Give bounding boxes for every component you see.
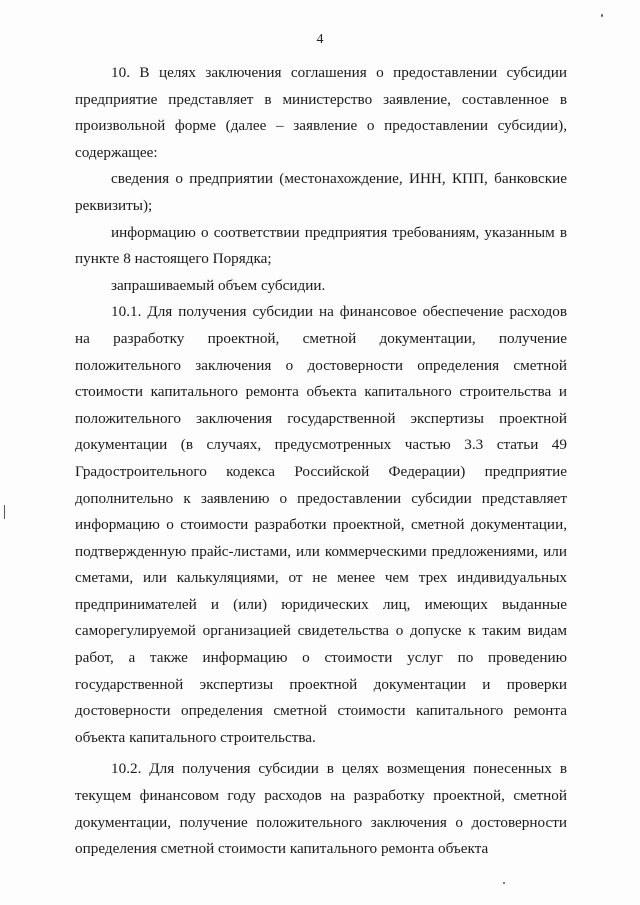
scan-speck (4, 505, 5, 519)
scan-speck (503, 882, 505, 884)
paragraph-requested-amount: запрашиваемый объем субсидии. (111, 276, 326, 294)
document-body (75, 60, 567, 863)
paragraph-10-2: 10.2. Для получения субсидии в целях возмещения понесенных в текущем финансовом году расходов на разработку проектной, сметной документации, получение положительного заключения о достоверности определения сметной стоимости капитального ремонта объекта (75, 760, 567, 858)
page-number: 4 (316, 32, 324, 47)
paragraph-requirements-info: информацию о соответствии предприятия требованиям, указанным в пункте 8 настоящего Порядка; (75, 223, 567, 268)
paragraph-10-1: 10.1. Для получения субсидии на финансовое обеспечение расходов на разработку проектной, сметной документации, получение положительного заключения о достоверности определения сметной стоимости капитального ремонта объекта капитального строительства и положительного заключения государственной экспертизы проектной документации (в случаях, предусмотренных частью 3.3 статьи 49 Градостроительного кодекса Российской Федерации) предприятие дополнительно к заявлению о предоставлении субсидии представляет информацию о стоимости разработки проектной, сметной документации, подтвержденную прайс-листами, или коммерческими предложениями, или сметами, или калькуляциями, от не менее чем трех индивидуальных предпринимателей и (или) юридических лиц, имеющих выданные саморегулируемой организацией свидетельства о допуске к таким видам работ, а также информацию о стоимости услуг по проведению государственной экспертизы проектной документации и проверки достоверности определения сметной стоимости капитального ремонта объекта капитального строительства. (75, 303, 567, 746)
paragraph-enterprise-info: сведения о предприятии (местонахождение, ИНН, КПП, банковские реквизиты); (75, 170, 567, 214)
paragraph-10: 10. В целях заключения соглашения о предоставлении субсидии предприятие представляет в министерство заявление, составленное в произвольной форме (далее – заявление о предоставлении субсидии), содержащее: (75, 64, 567, 161)
scan-speck (601, 14, 603, 17)
